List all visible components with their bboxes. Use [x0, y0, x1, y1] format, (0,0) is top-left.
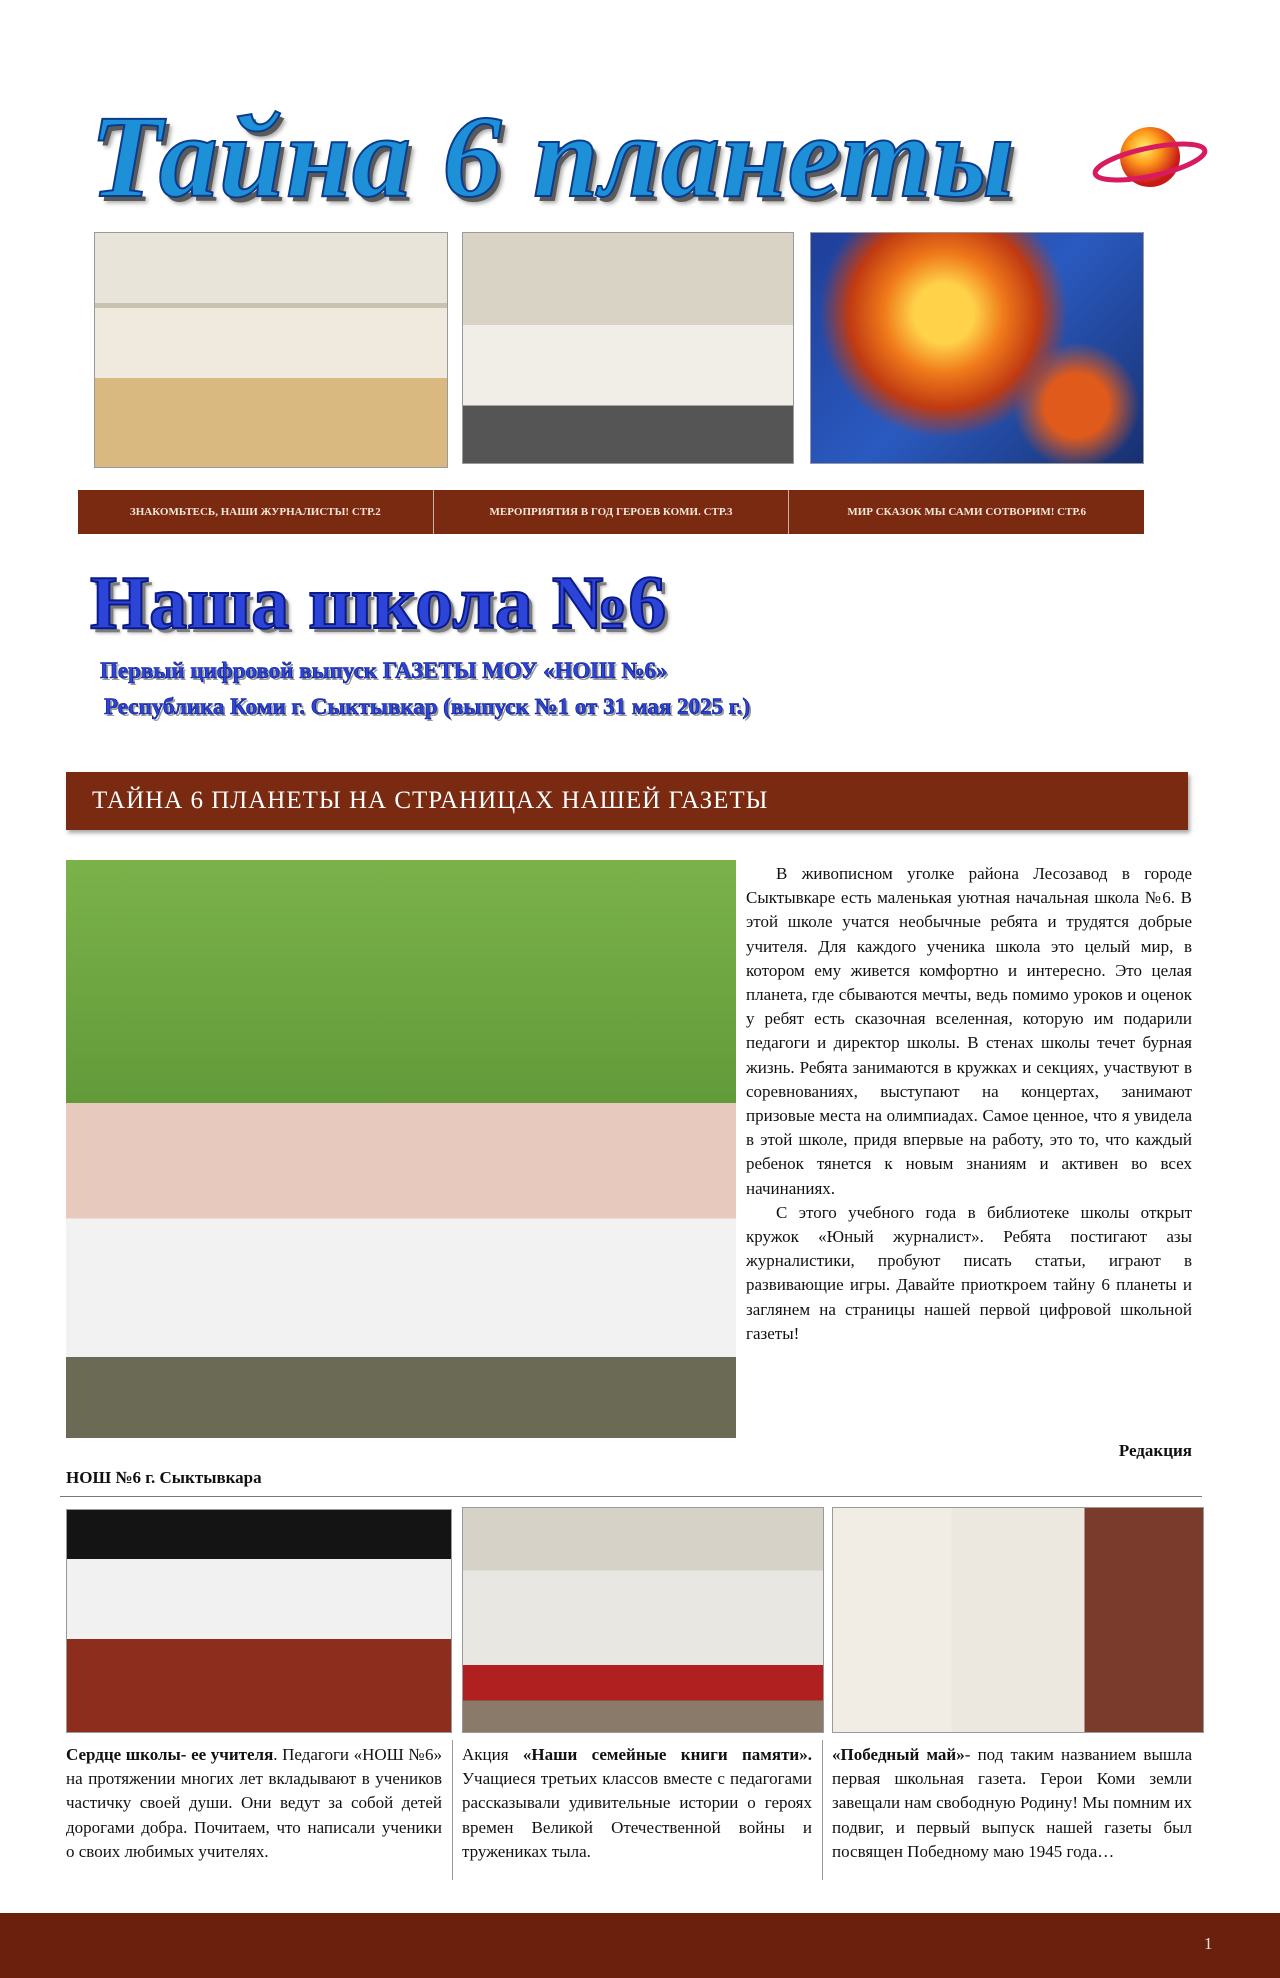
- victory-may-photo: [832, 1507, 1204, 1733]
- teaser-bar: [78, 490, 1144, 534]
- story-text: Учащиеся третьих классов вместе с педагогами рассказывали удивительные истории о героях времен Великой Отечественной войны и тружениках тыла.: [462, 1769, 812, 1861]
- column-divider: [822, 1740, 823, 1880]
- lead-article: [746, 862, 1192, 1346]
- teaser-fairy-tales[interactable]: МИР СКАЗОК МЫ САМИ СОТВОРИМ! СТР.6: [847, 505, 1087, 518]
- teachers-story: [66, 1743, 442, 1864]
- planet-icon: [1090, 112, 1210, 202]
- article-paragraph: В живописном уголке района Лесозавод в городе Сыктывкаре есть маленькая уютная начальная школа №6. В этой школе учатся необычные ребята и трудятся добрые учителя. Для каждого ученика школа это целый мир, в котором ему живется комфортно и интересно. Это целая планета, где сбываются мечты, ведь помимо уроков и оценок у ребят есть сказочная вселенная, которую им подарили педагоги и директор школы. В стенах школы течет бурная жизнь. Ребята занимаются в кружках и секциях, участвуют в соревнованиях, выступают на концертах, занимают призовые места на олимпиадах. Самое ценное, что я увидела в этой школе, придя впервые на работу, это то, что каждый ребенок тянется к новым знаниям и активен во всех начинаниях.: [746, 864, 1192, 1198]
- photo-caption: НОШ №6 г. Сыктывкара: [66, 1468, 262, 1487]
- issue-location-date: Республика Коми г. Сыктывкар (выпуск №1 от 31 мая 2025 г.): [104, 694, 751, 719]
- story-prefix: Акция: [462, 1745, 523, 1764]
- article-byline: Редакция: [1118, 1441, 1192, 1460]
- page-number: 1: [1204, 1934, 1213, 1953]
- teaser-journalists[interactable]: ЗНАКОМЬТЕСЬ, НАШИ ЖУРНАЛИСТЫ! СТР.2: [78, 490, 434, 534]
- teaser-events[interactable]: МЕРОПРИЯТИЯ В ГОД ГЕРОЕВ КОМИ. СТР.3: [434, 490, 790, 534]
- story-headline: «Наши семейные книги памяти».: [522, 1745, 812, 1764]
- story-text: - под таким названием вышла первая школьная газета. Герои Коми земли завещали нам свободную Родину! Мы помним их подвиг, и первый выпуск нашей газеты был посвящен Победному маю 1945 года…: [832, 1745, 1192, 1861]
- phoenix-drawing-photo: [810, 232, 1144, 464]
- teachers-photo: [66, 1509, 452, 1733]
- column-divider: [452, 1740, 453, 1880]
- article-paragraph: С этого учебного года в библиотеке школы открыт кружок «Юный журналист». Ребята постигают азы журналистики, пробуют писать статьи, играют в развивающие игры. Давайте приоткроем тайну 6 планеты и заглянем на страницы нашей первой цифровой школьной газеты!: [746, 1202, 1192, 1343]
- victory-may-story: [832, 1743, 1192, 1864]
- issue-subtitle: Первый цифровой выпуск ГАЗЕТЫ МОУ «НОШ №6»: [100, 658, 668, 683]
- newspaper-name: Наша школа №6: [90, 561, 667, 645]
- memory-books-photo: [462, 1507, 824, 1733]
- section-header: ТАЙНА 6 ПЛАНЕТЫ НА СТРАНИЦАХ НАШЕЙ ГАЗЕТЫ: [66, 772, 1188, 830]
- memory-books-story: [462, 1743, 812, 1864]
- divider: [60, 1496, 1202, 1497]
- story-headline: «Победный май»: [832, 1745, 965, 1764]
- story-headline: Сердце школы- ее учителя: [66, 1745, 274, 1764]
- masthead-title: Тайна 6 планеты: [90, 91, 1016, 222]
- school-building-photo: [66, 860, 736, 1438]
- students-photo: [462, 232, 794, 464]
- story-text: . Педагоги «НОШ №6» на протяжении многих лет вкладывают в учеников частичку своей души. Они ведут за собой детей дорогами добра. Почитаем, что написали ученики о своих любимых учителях.: [66, 1745, 442, 1861]
- footer-bar: [0, 1913, 1280, 1978]
- library-photo: [94, 232, 448, 468]
